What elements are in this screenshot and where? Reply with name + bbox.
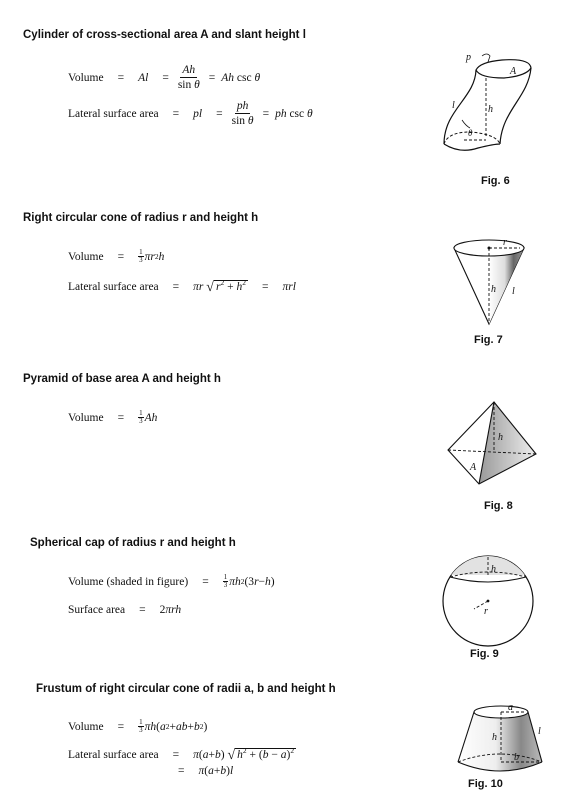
pyramid-figure xyxy=(446,398,542,498)
frustum-label-a: a xyxy=(508,702,513,713)
cylinder-volume-label: Volume xyxy=(68,71,104,84)
cone-volume-label: Volume xyxy=(68,250,104,263)
frustum-label-b: b xyxy=(514,752,519,763)
fig-8-label: Fig. 8 xyxy=(484,500,513,512)
cone-figure xyxy=(450,234,530,329)
frustum-label-h: h xyxy=(492,732,497,743)
cap-volume-label: Volume (shaded in figure) xyxy=(68,575,189,588)
section-title-pyramid: Pyramid of base area A and height h xyxy=(23,373,221,385)
cone-label-r: r xyxy=(503,237,507,248)
formula-cone-area: Lateral surface area = πr √ $r^2 + h^2$ = πrl xyxy=(68,278,296,295)
section-title-cylinder: Cylinder of cross-sectional area A and slant height l xyxy=(23,29,306,41)
fig-9-label: Fig. 9 xyxy=(470,648,499,660)
formula-frustum-area: Lateral surface area = π ( a + b ) √ $h^2 + (b - a)^2$ xyxy=(68,746,295,763)
frustum-volume-label: Volume xyxy=(68,720,104,733)
fig-6-label: Fig. 6 xyxy=(481,175,510,187)
pyramid-volume-label: Volume xyxy=(68,411,104,424)
formula-pyramid-volume: Volume = 1 3 Ah xyxy=(68,409,158,425)
cylinder-label-theta: θ xyxy=(468,128,473,138)
formula-cap-area: Surface area = 2 πrh xyxy=(68,604,182,616)
section-title-cone: Right circular cone of radius r and height h xyxy=(23,212,259,224)
pyramid-label-h: h xyxy=(498,432,503,443)
section-title-frustum: Frustum of right circular cone of radii a, b and height h xyxy=(36,683,336,695)
cone-area-label: Lateral surface area xyxy=(68,280,159,293)
frustum-figure xyxy=(456,700,546,780)
pyramid-label-A: A xyxy=(470,462,477,473)
cylinder-label-l: l xyxy=(452,100,455,111)
sphere-figure xyxy=(440,553,536,647)
sphere-label-h: h xyxy=(491,564,496,575)
cylinder-area-label: Lateral surface area xyxy=(68,107,159,120)
fig-7-label: Fig. 7 xyxy=(474,334,503,346)
frustum-label-l: l xyxy=(538,726,541,737)
frustum-area-label: Lateral surface area xyxy=(68,748,159,761)
cone-label-h: h xyxy=(491,284,496,295)
formula-frustum-volume: Volume = 1 3 πh ( a 2 + ab + b 2 ) xyxy=(68,718,208,734)
cylinder-figure xyxy=(430,48,540,176)
cylinder-label-p: p xyxy=(466,52,471,63)
formula-cone-volume: Volume = 1 3 πr 2 h xyxy=(68,248,165,264)
cap-area-label: Surface area xyxy=(68,604,126,616)
section-title-spherical-cap: Spherical cap of radius r and height h xyxy=(30,537,236,549)
formula-cylinder-volume: Volume = Al = $\frac{Ah}{\text{sin θ}}$ = Ah csc θ xyxy=(68,64,261,92)
cylinder-label-A: A xyxy=(510,66,517,77)
sphere-label-r: r xyxy=(484,606,488,617)
fig-10-label: Fig. 10 xyxy=(468,778,503,790)
cylinder-label-h: h xyxy=(488,104,493,115)
formula-cylinder-area: Lateral surface area = pl = $\frac{ph}{\text{sin θ}}$ = ph csc θ xyxy=(68,100,313,128)
formula-cap-volume: Volume (shaded in figure) = 1 3 πh 2 (3 r − h ) xyxy=(68,573,275,589)
cone-label-l: l xyxy=(512,286,515,297)
formula-frustum-area-simplified: = π ( a + b ) l xyxy=(178,765,234,777)
